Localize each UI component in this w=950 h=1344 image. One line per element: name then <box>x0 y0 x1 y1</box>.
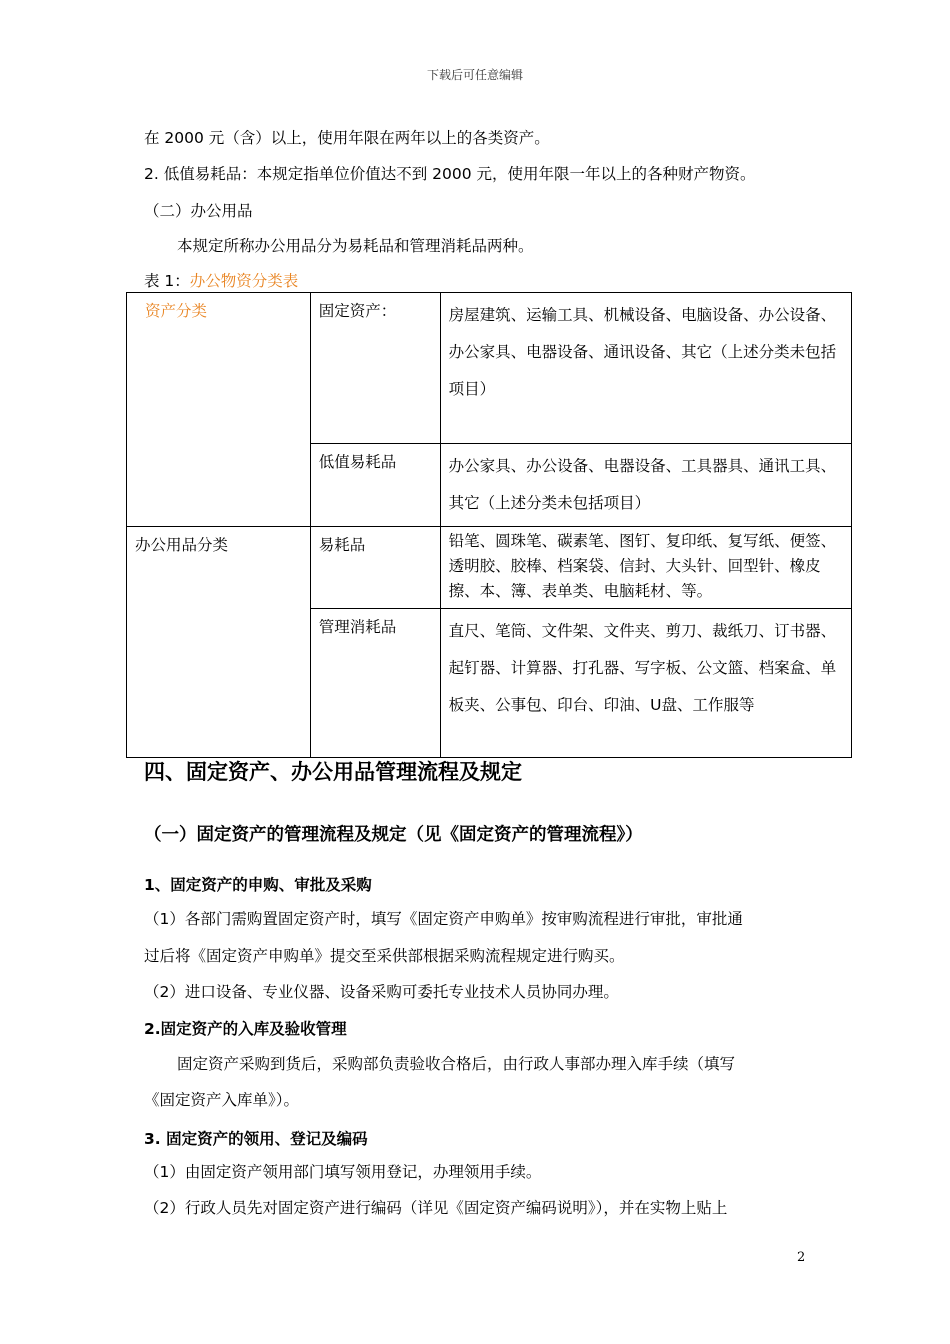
subcategory-cell: 易耗品 <box>310 527 440 609</box>
table-row <box>127 527 852 609</box>
header-note: 下载后可任意编辑 <box>426 68 523 82</box>
paragraph-2: 2. 低值易耗品：本规定指单位价值达不到 2000 元，使用年限一年以上的各种财产物资。 <box>144 165 756 183</box>
table-caption-title: 办公物资分类表 <box>189 272 299 290</box>
table-caption <box>144 271 298 291</box>
paragraph-3: （二）办公用品 <box>144 202 253 220</box>
item-2-heading: 2.固定资产的入库及验收管理 <box>144 1020 347 1038</box>
classification-table <box>126 292 852 758</box>
items-cell: 办公家具、办公设备、电器设备、工具器具、通讯工具、其它（上述分类未包括项目） <box>440 444 851 527</box>
item-1-paragraph-1b: 过后将《固定资产申购单》提交至采供部根据采购流程规定进行购买。 <box>144 947 625 965</box>
item-3-paragraph-1: （1）由固定资产领用部门填写领用登记，办理领用手续。 <box>144 1163 542 1181</box>
item-1-heading: 1、固定资产的申购、审批及采购 <box>144 876 372 894</box>
page-number: 2 <box>797 1250 806 1265</box>
paragraph-1: 在 2000 元（含）以上，使用年限在两年以上的各类资产。 <box>144 129 550 147</box>
items-cell: 直尺、笔筒、文件架、文件夹、剪刀、裁纸刀、订书器、起钉器、计算器、打孔器、写字板、公文篮、档案盒、单板夹、公事包、印台、印油、U盘、工作服等 <box>440 609 851 758</box>
group-label-asset: 资产分类 <box>127 293 311 527</box>
item-2-paragraph-1a: 固定资产采购到货后，采购部负责验收合格后，由行政人事部办理入库手续（填写 <box>177 1055 736 1073</box>
subcategory-cell: 低值易耗品 <box>310 444 440 527</box>
item-1-paragraph-2: （2）进口设备、专业仪器、设备采购可委托专业技术人员协同办理。 <box>144 983 619 1001</box>
section-4-heading: 四、固定资产、办公用品管理流程及规定 <box>144 760 522 784</box>
item-3-paragraph-2: （2）行政人员先对固定资产进行编码（详见《固定资产编码说明》），并在实物上贴上 <box>144 1199 728 1217</box>
table-row <box>127 293 852 444</box>
table-caption-prefix: 表 1： <box>144 272 190 290</box>
paragraph-4: 本规定所称办公用品分为易耗品和管理消耗品两种。 <box>177 237 534 255</box>
subcategory-cell: 固定资产： <box>310 293 440 444</box>
group-label-office: 办公用品分类 <box>127 527 311 758</box>
item-3-heading: 3. 固定资产的领用、登记及编码 <box>144 1130 368 1148</box>
items-cell: 铅笔、圆珠笔、碳素笔、图钉、复印纸、复写纸、便签、透明胶、胶棒、档案袋、信封、大头针、回型针、橡皮擦、本、簿、表单类、电脑耗材、等。 <box>440 527 851 609</box>
item-1-paragraph-1a: （1）各部门需购置固定资产时，填写《固定资产申购单》按审购流程进行审批，审批通 <box>144 910 743 928</box>
item-2-paragraph-1b: 《固定资产入库单》）。 <box>144 1091 300 1109</box>
subsection-1-heading: （一）固定资产的管理流程及规定（见《固定资产的管理流程》） <box>144 825 643 845</box>
subcategory-cell: 管理消耗品 <box>310 609 440 758</box>
items-cell: 房屋建筑、运输工具、机械设备、电脑设备、办公设备、办公家具、电器设备、通讯设备、其它（上述分类未包括项目） <box>440 293 851 444</box>
